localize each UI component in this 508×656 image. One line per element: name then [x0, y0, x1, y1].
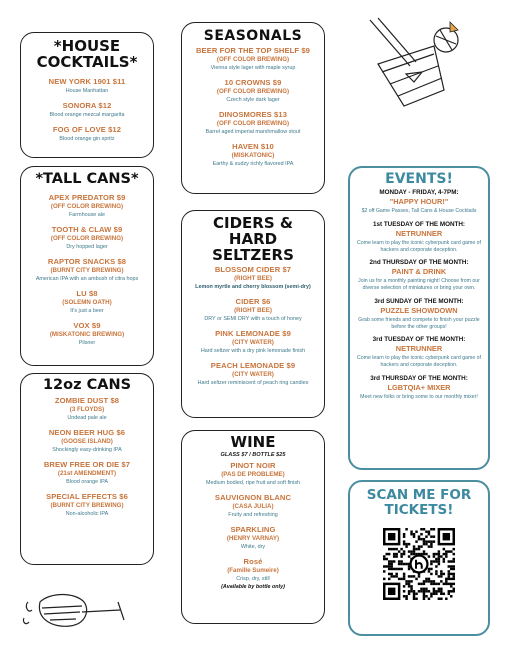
- seasonal-item-name: 10 CROWNS $9: [224, 78, 282, 88]
- wine-item-producer: (CASA JULIA): [232, 503, 274, 511]
- 12oz-can-item-name: ZOMBIE DUST $8: [54, 395, 120, 405]
- seasonal-item-name: BEER FOR THE TOP SHELF $9: [195, 46, 311, 55]
- 12oz-can-item-desc: Shockingly easy-drinking IPA: [52, 446, 122, 453]
- cider-item-name: PINK LEMONADE $9: [215, 329, 291, 339]
- cider-item-desc: Hard seltzer reminiscent of peach ring candies: [197, 380, 309, 387]
- house-cocktail-item: [21, 101, 153, 119]
- seasonal-item: [182, 46, 324, 72]
- house-cocktail-item-name: NEW YORK 1901 $11: [48, 76, 126, 86]
- 12oz-can-item-name: NEON BEER HUG $6: [48, 427, 126, 437]
- seasonals-panel: [181, 22, 325, 194]
- event-title: LGBTQIA+ MIXER: [387, 382, 451, 392]
- cider-item-desc: Lemon myrtle and cherry blossom (semi-dry): [195, 284, 311, 291]
- wine-item-desc: Fruity and refreshing: [228, 512, 278, 519]
- cider-item: [182, 329, 324, 355]
- tall-can-item-desc: Dry hopped lager: [66, 243, 108, 250]
- house-cocktail-item-desc: House Manhattan: [65, 87, 109, 94]
- event-desc: Come learn to play the iconic cyberpunk card game of hackers and corporate deception.: [357, 239, 481, 253]
- 12oz-can-item-name: BREW FREE OR DIE $7: [43, 459, 131, 469]
- event-item: [354, 259, 484, 292]
- house-cocktail-item-name: FOG OF LOVE $12: [52, 124, 122, 134]
- event-date: 3rd SUNDAY OF THE MONTH:: [374, 297, 464, 305]
- house-cocktail-item: [21, 125, 153, 143]
- seasonals-list: [182, 46, 324, 168]
- happy-hour-title: "HAPPY HOUR!": [389, 197, 449, 206]
- event-item: [354, 221, 484, 254]
- seasonal-item-desc: Barrel aged imperial marshmallow stout: [205, 129, 301, 136]
- ciders-heading: CIDERS & HARD SELTZERS: [212, 214, 294, 264]
- 12oz-can-item-desc: Undead pale ale: [67, 414, 107, 421]
- cider-item-producer: (CITY WATER): [232, 371, 274, 379]
- event-title: NETRUNNER: [395, 344, 443, 354]
- 12oz-can-item: [21, 492, 153, 518]
- wine-item-name: SAUVIGNON BLANC: [214, 493, 292, 503]
- 12oz-can-item: [21, 428, 153, 454]
- seasonal-item: [182, 78, 324, 104]
- 12oz-can-item: [21, 460, 153, 486]
- wine-heading: WINE: [230, 433, 276, 451]
- tall-cans-heading: *TALL CANS*: [35, 171, 139, 187]
- seasonal-item-producer: (OFF COLOR BREWING): [216, 120, 290, 128]
- event-date: 1st TUESDAY OF THE MONTH:: [372, 220, 465, 228]
- event-desc: Come learn to play the iconic cyberpunk card game of hackers and corporate deception.: [357, 355, 481, 368]
- cider-item: [182, 265, 324, 291]
- house-cocktails-heading: *HOUSE COCKTAILS*: [36, 37, 138, 71]
- event-desc: Meet new folks or bring some to our monthly mixer!: [360, 393, 478, 400]
- 12oz-can-item-desc: Non-alcoholic IPA: [65, 510, 109, 517]
- wine-item-name: Rosé: [243, 557, 263, 567]
- tall-can-item-name: APEX PREDATOR $9: [48, 192, 126, 202]
- house-cocktails-panel: [20, 32, 154, 158]
- tall-can-item-name: RAPTOR SNACKS $8: [47, 256, 127, 266]
- event-item: [354, 336, 484, 369]
- seasonal-item-desc: Earthy & sudzy richly flavored IPA: [212, 161, 294, 168]
- qr-code[interactable]: [383, 528, 455, 600]
- tall-can-item: [21, 257, 153, 283]
- happy-hour-days: MONDAY - FRIDAY, 4-7PM:: [379, 189, 459, 196]
- event-item: [354, 298, 484, 331]
- tall-can-item-producer: (BURNT CITY BREWING): [50, 266, 124, 274]
- cider-item-producer: (RIGHT BEE): [234, 307, 272, 315]
- cider-item-producer: (RIGHT BEE): [234, 275, 272, 283]
- tall-can-item: [21, 225, 153, 251]
- tall-can-item: [21, 321, 153, 347]
- cocktail-glass-illustration: [360, 16, 470, 116]
- events-panel: [348, 166, 490, 470]
- 12oz-cans-panel: [20, 373, 154, 565]
- wine-item: [182, 525, 324, 551]
- happy-hour-desc: $2 off Game Passes, Tall Cans & House Cocktails: [361, 208, 477, 214]
- ciders-list: [182, 265, 324, 387]
- cider-item-name: CIDER $6: [235, 297, 271, 307]
- seasonal-item-name: HAVEN $10: [232, 142, 274, 152]
- tall-can-item-name: LU $8: [76, 288, 98, 298]
- tall-cans-list: [21, 193, 153, 347]
- 12oz-cans-list: [21, 396, 153, 518]
- 12oz-can-item-producer: (GOOSE ISLAND): [61, 437, 113, 445]
- house-cocktail-item-desc: Blood orange gin spritz: [59, 135, 115, 142]
- wine-price-line: GLASS $7 / BOTTLE $25: [220, 452, 286, 458]
- seasonals-heading: SEASONALS: [203, 28, 303, 44]
- tall-can-item-producer: (OFF COLOR BREWING): [50, 234, 124, 242]
- cider-item: [182, 297, 324, 323]
- cider-item-name: BLOSSOM CIDER $7: [214, 265, 292, 275]
- seasonal-item-producer: (OFF COLOR BREWING): [216, 56, 290, 63]
- seasonal-item-producer: (MISKATONIC): [231, 152, 275, 160]
- tall-can-item-name: TOOTH & CLAW $9: [51, 224, 123, 234]
- tall-can-item-desc: American IPA with an ambush of citra hops: [35, 275, 139, 282]
- wine-item-desc: Medium bodied, ripe fruit and soft finish: [205, 480, 301, 486]
- seasonal-item-name: DINOSMORES $13: [218, 110, 288, 120]
- house-cocktail-item: [21, 77, 153, 95]
- event-desc: Grab some friends and compete to finish your puzzle before the other groups!: [358, 316, 480, 330]
- cider-item-producer: (CITY WATER): [232, 339, 274, 347]
- event-title: PUZZLE SHOWDOWN: [380, 305, 458, 315]
- seasonal-item: [182, 110, 324, 136]
- wine-item-producer: (HENRY VARNAY): [226, 535, 280, 543]
- tall-can-item-desc: Farmhouse ale: [69, 211, 105, 218]
- wine-list: [182, 461, 324, 591]
- wine-item: [182, 493, 324, 519]
- tall-can-item-producer: (SOLEMN OATH): [62, 298, 112, 306]
- tall-cans-panel: [20, 166, 154, 366]
- 12oz-can-item-name: SPECIAL EFFECTS $6: [46, 491, 128, 501]
- tall-can-item-producer: (OFF COLOR BREWING): [50, 202, 124, 210]
- 12oz-can-item-desc: Blood orange IPA: [66, 478, 108, 485]
- 12oz-cans-heading: 12oz CANS: [42, 377, 132, 393]
- house-cocktail-item-desc: Blood orange mezcal margarita: [49, 111, 125, 118]
- cider-item-desc: Hard seltzer with a dry pink lemonade finish: [200, 348, 306, 355]
- wine-item-producer: (PAS DE PROBLEME): [221, 471, 285, 478]
- seasonal-item-producer: (OFF COLOR BREWING): [216, 88, 290, 96]
- tickets-panel: [348, 480, 490, 636]
- wine-item-producer: (Famille Sumeire): [227, 567, 279, 575]
- tall-can-item: [21, 289, 153, 315]
- cider-item: [182, 361, 324, 387]
- tall-can-item-desc: Pilsner: [78, 339, 96, 346]
- events-heading: EVENTS!: [385, 171, 453, 187]
- cider-item-name: PEACH LEMONADE $9: [210, 361, 296, 371]
- event-item: [354, 375, 484, 401]
- event-desc: Join us for a monthly painting night! Choose from our diverse selection of miniatures or bring your own.: [358, 278, 480, 291]
- event-date: 3rd THURSDAY OF THE MONTH:: [370, 374, 468, 382]
- event-title: PAINT & DRINK: [391, 267, 447, 277]
- events-list: [354, 221, 484, 401]
- wine-panel: [181, 430, 325, 624]
- tall-can-item-producer: (MISKATONIC BREWING): [49, 330, 125, 338]
- tickets-heading: SCAN ME FOR TICKETS!: [366, 487, 472, 518]
- 12oz-can-item-producer: (21st AMENDMENT): [57, 469, 117, 477]
- seasonal-item: [182, 142, 324, 168]
- tall-can-item-name: VOX $9: [73, 320, 101, 330]
- 12oz-can-item-producer: (3 FLOYDS): [69, 405, 105, 413]
- wine-item-name: PINOT NOIR: [230, 461, 276, 470]
- event-date: 2nd THURSDAY OF THE MONTH:: [369, 259, 469, 267]
- spilled-wine-glass-illustration: [20, 580, 140, 640]
- 12oz-can-item: [21, 396, 153, 422]
- tall-can-item: [21, 193, 153, 219]
- wine-item: [182, 557, 324, 591]
- event-date: 3rd TUESDAY OF THE MONTH:: [372, 336, 466, 344]
- wine-item: [182, 461, 324, 487]
- wine-item-desc: White, dry: [240, 544, 266, 551]
- house-cocktails-list: [21, 77, 153, 143]
- house-cocktail-item-name: SONORA $12: [62, 100, 112, 110]
- tall-can-item-desc: It's just a beer: [70, 307, 104, 314]
- wine-item-name: SPARKLING: [230, 525, 276, 535]
- wine-item-note: (Available by bottle only): [221, 584, 285, 591]
- event-title: NETRUNNER: [395, 228, 443, 238]
- 12oz-can-item-producer: (BURNT CITY BREWING): [50, 501, 124, 509]
- ciders-panel: [181, 210, 325, 418]
- seasonal-item-desc: Vienna style lager with maple syrup: [210, 65, 296, 71]
- cider-item-desc: DRY or SEMI DRY with a touch of honey: [204, 316, 302, 323]
- seasonal-item-desc: Czech style dark lager: [226, 97, 280, 104]
- wine-item-desc: Crisp, dry, still: [236, 576, 270, 583]
